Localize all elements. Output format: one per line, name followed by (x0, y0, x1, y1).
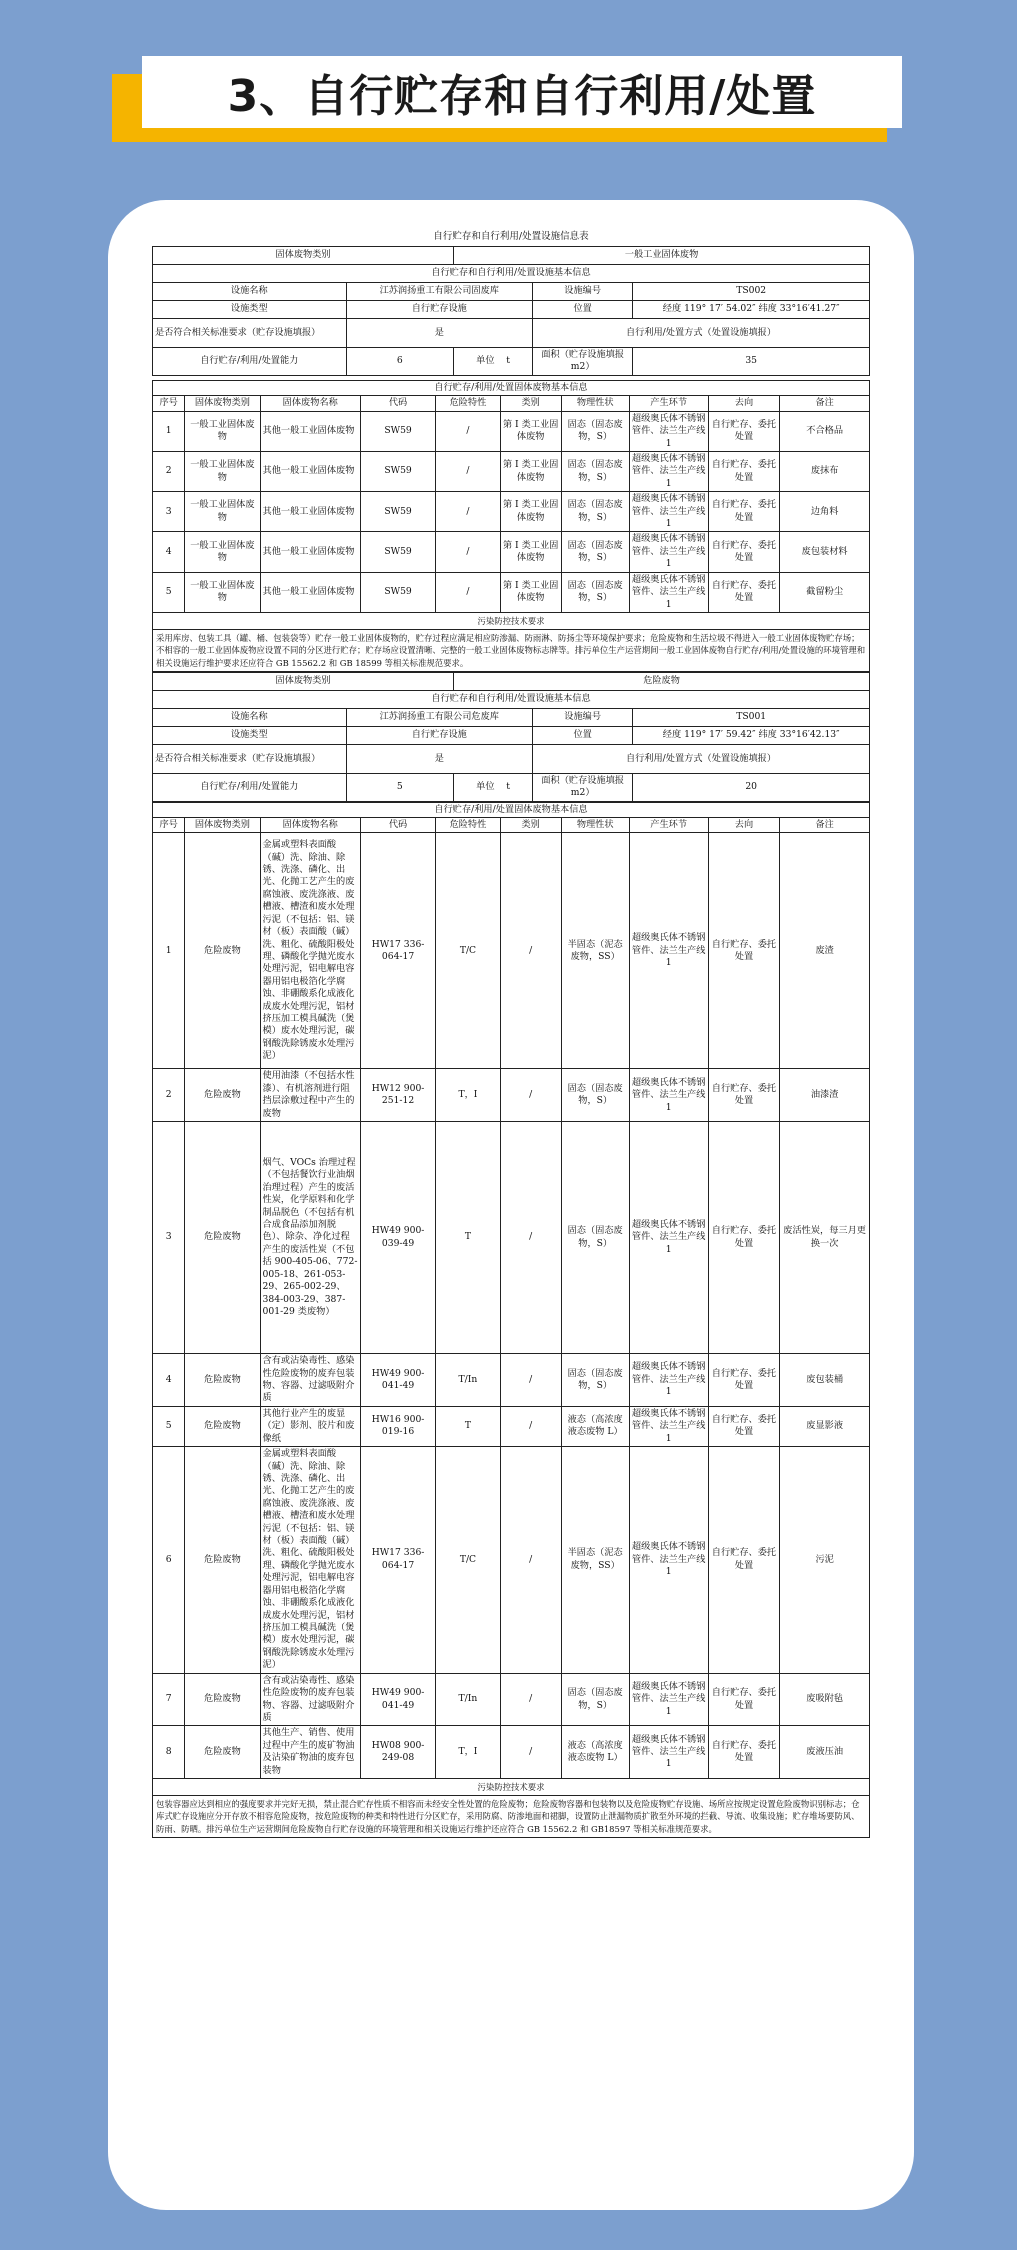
column-header: 去向 (708, 396, 780, 411)
section2-pollution-text: 包装容器应达到相应的强度要求并完好无损，禁止混合贮存性质不相容而未经安全性处置的危险废物；危险废物容器和包装物以及危险废物贮存设施、场所应按规定设置危险废物识别标志；仓库式贮存设施应分开存放不相容危险废物，按危险废物的种类和特性进行分区贮存，采用防腐、防渗地面和裙脚，设置防止泄漏物质扩散至外环境的拦截、导流、收集设施；贮存堆场要防风、防雨、防晒。排污单位生产运营期间危险废物自行贮存设施的环境管理和相关设施运行维护还应符合 GB 15562.2 和 GB18597 等相关标准规范要求。 (153, 1796, 870, 1838)
label-facility-basic: 自行贮存和自行利用/处置设施基本信息 (153, 265, 870, 283)
scanned-document (152, 228, 870, 1838)
table-cell: 废显影液 (780, 1406, 870, 1446)
table-cell: 第 I 类工业固体废物 (500, 492, 561, 532)
table-cell: T/C (436, 833, 501, 1069)
column-header: 产生环节 (629, 396, 708, 411)
table-cell: 固态（固态废物，S） (561, 451, 629, 491)
table-cell: 半固态（泥态废物，SS） (561, 833, 629, 1069)
table-cell: HW17 336-064-17 (360, 833, 435, 1069)
label-facility-type-2: 设施类型 (153, 726, 347, 744)
table-cell: 自行贮存、委托处置 (708, 451, 780, 491)
label-area: 面积（贮存设施填报m2） (532, 348, 632, 376)
table-cell: 含有或沾染毒性、感染性危险废物的废弃包装物、容器、过滤吸附介质 (260, 1673, 360, 1726)
table-cell: 第 I 类工业固体废物 (500, 572, 561, 612)
section2-location: 经度 119° 17′ 59.42″ 纬度 33°16′42.13″ (633, 726, 870, 744)
label-pollution-2: 污染防控技术要求 (153, 1779, 870, 1796)
table-cell: 超级奥氏体不锈钢管件、法兰生产线1 (629, 1406, 708, 1446)
column-header: 固体废物类别 (185, 818, 260, 833)
column-header: 类别 (500, 818, 561, 833)
table-cell: 危险废物 (185, 1726, 260, 1779)
table-row (153, 833, 870, 1069)
table-cell: 第 I 类工业固体废物 (500, 451, 561, 491)
section1-facility-table (152, 246, 870, 376)
label-location: 位置 (532, 301, 632, 319)
table-cell: 自行贮存、委托处置 (708, 572, 780, 612)
table-cell: 废渣 (780, 833, 870, 1069)
label-area-2: 面积（贮存设施填报m2） (532, 773, 632, 801)
section1-unit-cell (454, 348, 533, 376)
table-cell: / (500, 1354, 561, 1407)
label-waste-basic-2: 自行贮存/利用/处置固体废物基本信息 (153, 802, 870, 817)
table-row (153, 1354, 870, 1407)
table-cell: 第 I 类工业固体废物 (500, 411, 561, 451)
table-cell: 超级奥氏体不锈钢管件、法兰生产线1 (629, 1069, 708, 1122)
label-facility-name-2: 设施名称 (153, 708, 347, 726)
section1-facility-no: TS002 (633, 283, 870, 301)
table-cell: SW59 (360, 411, 435, 451)
table-cell: 烟气、VOCs 治理过程（不包括餐饮行业油烟治理过程）产生的废活性炭，化学原料和化学制品脱色（不包括有机合成食品添加剂脱色）、除杂、净化过程产生的废活性炭（不包括 900-405-06、772-005-18、261-053-29、265-002-29、384-003-29、387-001-29 类废物） (260, 1122, 360, 1354)
table-cell: HW16 900-019-16 (360, 1406, 435, 1446)
table-cell: 自行贮存、委托处置 (708, 833, 780, 1069)
table-cell: HW12 900-251-12 (360, 1069, 435, 1122)
table-cell: 超级奥氏体不锈钢管件、法兰生产线1 (629, 1673, 708, 1726)
column-header: 物理性状 (561, 818, 629, 833)
table-row (153, 572, 870, 612)
table-cell: 危险废物 (185, 833, 260, 1069)
label-waste-basic: 自行贮存/利用/处置固体废物基本信息 (153, 380, 870, 395)
table-cell: 含有或沾染毒性、感染性危险废物的废弃包装物、容器、过滤吸附介质 (260, 1354, 360, 1407)
table-row (153, 451, 870, 491)
label-pollution-1: 污染防控技术要求 (153, 613, 870, 630)
table-row (153, 532, 870, 572)
table-cell: / (500, 1122, 561, 1354)
label-facility-name: 设施名称 (153, 283, 347, 301)
document-card (108, 200, 914, 2210)
section2-capacity: 5 (346, 773, 454, 801)
table-cell: 固态（固态废物，S） (561, 572, 629, 612)
table-cell: 自行贮存、委托处置 (708, 1447, 780, 1674)
table-cell: 超级奥氏体不锈钢管件、法兰生产线1 (629, 572, 708, 612)
table-cell: / (500, 833, 561, 1069)
table-cell: 废吸附毡 (780, 1673, 870, 1726)
table-cell: 固态（固态废物，S） (561, 1122, 629, 1354)
table-row (153, 1122, 870, 1354)
table-cell: 其他一般工业固体废物 (260, 411, 360, 451)
table-cell: 超级奥氏体不锈钢管件、法兰生产线1 (629, 1122, 708, 1354)
table-cell: 5 (153, 572, 185, 612)
section2-facility-table (152, 672, 870, 802)
table-cell: 截留粉尘 (780, 572, 870, 612)
table-cell: 危险废物 (185, 1069, 260, 1122)
table-cell: 其他一般工业固体废物 (260, 492, 360, 532)
label-disposal-method-2: 自行利用/处置方式（处置设施填报） (532, 744, 869, 773)
table-cell: HW49 900-041-49 (360, 1673, 435, 1726)
label-unit: 单位 (476, 355, 495, 367)
table-cell: 边角料 (780, 492, 870, 532)
section1-location: 经度 119° 17′ 54.02″ 纬度 33°16′41.27″ (633, 301, 870, 319)
table-cell: 自行贮存、委托处置 (708, 1354, 780, 1407)
column-header: 序号 (153, 818, 185, 833)
table-cell: 3 (153, 492, 185, 532)
label-unit-2: 单位 (476, 780, 495, 792)
column-header: 固体废物名称 (260, 818, 360, 833)
column-header: 类别 (500, 396, 561, 411)
section1-facility-type: 自行贮存设施 (346, 301, 532, 319)
label-waste-category: 固体废物类别 (153, 247, 454, 265)
page-title: 3、自行贮存和自行利用/处置 (142, 56, 902, 128)
table-cell: 超级奥氏体不锈钢管件、法兰生产线1 (629, 532, 708, 572)
column-header: 备注 (780, 396, 870, 411)
table-cell: 一般工业固体废物 (185, 532, 260, 572)
section1-facility-name: 江苏润扬重工有限公司固废库 (346, 283, 532, 301)
table-row (153, 411, 870, 451)
table-cell: 废包装材料 (780, 532, 870, 572)
table-cell: 不合格品 (780, 411, 870, 451)
column-header: 代码 (360, 818, 435, 833)
table-cell: / (436, 492, 501, 532)
table-cell: T，I (436, 1726, 501, 1779)
table-cell: 危险废物 (185, 1447, 260, 1674)
section2-area: 20 (633, 773, 870, 801)
table-cell: 一般工业固体废物 (185, 492, 260, 532)
column-header: 固体废物名称 (260, 396, 360, 411)
table-cell: 油漆渣 (780, 1069, 870, 1122)
table-cell: 使用油漆（不包括水性漆）、有机溶剂进行阻挡层涂敷过程中产生的废物 (260, 1069, 360, 1122)
table-cell: HW17 336-064-17 (360, 1447, 435, 1674)
table-cell: T (436, 1406, 501, 1446)
table-cell: 自行贮存、委托处置 (708, 1726, 780, 1779)
table-row (153, 1447, 870, 1674)
table-cell: 超级奥氏体不锈钢管件、法兰生产线1 (629, 1354, 708, 1407)
table-cell: SW59 (360, 572, 435, 612)
table-cell: / (436, 411, 501, 451)
table-cell: 2 (153, 1069, 185, 1122)
table-cell: 自行贮存、委托处置 (708, 492, 780, 532)
table-cell: T/In (436, 1673, 501, 1726)
table-cell: / (436, 572, 501, 612)
table-cell: 5 (153, 1406, 185, 1446)
table-cell: 自行贮存、委托处置 (708, 1406, 780, 1446)
table-cell: 1 (153, 411, 185, 451)
table-cell: 其他一般工业固体废物 (260, 532, 360, 572)
table-cell: 其他一般工业固体废物 (260, 572, 360, 612)
table-cell: 液态（高浓度液态废物 L） (561, 1406, 629, 1446)
table-cell: 固态（固态废物，S） (561, 1673, 629, 1726)
table-cell: 危险废物 (185, 1354, 260, 1407)
table-cell: 自行贮存、委托处置 (708, 1122, 780, 1354)
section2-waste-table (152, 802, 870, 1838)
section2-category: 危险废物 (454, 672, 870, 690)
table-cell: / (500, 1447, 561, 1674)
label-waste-category-2: 固体废物类别 (153, 672, 454, 690)
table-cell: 液态（高浓度液态废物 L） (561, 1726, 629, 1779)
column-header: 固体废物类别 (185, 396, 260, 411)
table-cell: 其他一般工业固体废物 (260, 451, 360, 491)
table-cell: 一般工业固体废物 (185, 572, 260, 612)
table-cell: 超级奥氏体不锈钢管件、法兰生产线1 (629, 492, 708, 532)
table-cell: 半固态（泥态废物，SS） (561, 1447, 629, 1674)
table-cell: 4 (153, 1354, 185, 1407)
label-standard-question: 是否符合相关标准要求（贮存设施填报） (153, 319, 347, 348)
label-facility-no: 设施编号 (532, 283, 632, 301)
table-cell: / (500, 1673, 561, 1726)
table-row (153, 492, 870, 532)
table-cell: 废液压油 (780, 1726, 870, 1779)
table-row (153, 1406, 870, 1446)
column-header: 危险特性 (436, 396, 501, 411)
table-cell: HW49 900-041-49 (360, 1354, 435, 1407)
table-cell: T，I (436, 1069, 501, 1122)
table-cell: 超级奥氏体不锈钢管件、法兰生产线1 (629, 451, 708, 491)
table-cell: 固态（固态废物，S） (561, 1354, 629, 1407)
table-cell: SW59 (360, 492, 435, 532)
table-cell: 废抹布 (780, 451, 870, 491)
table-cell: 自行贮存、委托处置 (708, 1673, 780, 1726)
table-cell: 固态（固态废物，S） (561, 492, 629, 532)
section2-facility-name: 江苏润扬重工有限公司危废库 (346, 708, 532, 726)
table-cell: 超级奥氏体不锈钢管件、法兰生产线1 (629, 1447, 708, 1674)
table-cell: / (436, 451, 501, 491)
table-cell: 4 (153, 532, 185, 572)
table-cell: 1 (153, 833, 185, 1069)
table-cell: 其他行业产生的废显（定）影剂、胶片和废像纸 (260, 1406, 360, 1446)
table-cell: / (500, 1726, 561, 1779)
section2-facility-no: TS001 (633, 708, 870, 726)
table-cell: 超级奥氏体不锈钢管件、法兰生产线1 (629, 411, 708, 451)
table-cell: 2 (153, 451, 185, 491)
column-header: 危险特性 (436, 818, 501, 833)
table-cell: / (436, 532, 501, 572)
table-cell: SW59 (360, 451, 435, 491)
table-cell: 危险废物 (185, 1122, 260, 1354)
label-facility-type: 设施类型 (153, 301, 347, 319)
table-cell: 危险废物 (185, 1406, 260, 1446)
table-cell: 7 (153, 1673, 185, 1726)
table-cell: 自行贮存、委托处置 (708, 1069, 780, 1122)
table-cell: 第 I 类工业固体废物 (500, 532, 561, 572)
label-disposal-method: 自行利用/处置方式（处置设施填报） (532, 319, 869, 348)
table-cell: 超级奥氏体不锈钢管件、法兰生产线1 (629, 1726, 708, 1779)
table-cell: SW59 (360, 532, 435, 572)
column-header: 物理性状 (561, 396, 629, 411)
table-cell: 一般工业固体废物 (185, 411, 260, 451)
table-cell: 3 (153, 1122, 185, 1354)
section2-unit-cell (454, 773, 533, 801)
table-cell: T/C (436, 1447, 501, 1674)
table-cell: 6 (153, 1447, 185, 1674)
section1-unit: t (506, 355, 510, 367)
section2-facility-type: 自行贮存设施 (346, 726, 532, 744)
table-cell: 一般工业固体废物 (185, 451, 260, 491)
section1-category: 一般工业固体废物 (454, 247, 870, 265)
section2-unit: t (506, 780, 510, 792)
table-row (153, 1726, 870, 1779)
table-cell: 废包装桶 (780, 1354, 870, 1407)
table-cell: 固态（固态废物，S） (561, 1069, 629, 1122)
section2-meets-standard: 是 (346, 744, 532, 773)
table-cell: 废活性炭，每三月更换一次 (780, 1122, 870, 1354)
table-cell: 金属或塑料表面酸（碱）洗、除油、除锈、洗涤、磷化、出光、化抛工艺产生的废腐蚀液、废洗涤液、废槽液、槽渣和废水处理污泥（不包括：铝、镁材（板）表面酸（碱）洗、粗化、硫酸阳极处理、磷酸化学抛光废水处理污泥，铝电解电容器用铝电极箔化学腐蚀、非硼酸系化成液化成废水处理污泥，铝材挤压加工模具碱洗（煲模）废水处理污泥，碳钢酸洗除锈废水处理污泥） (260, 833, 360, 1069)
column-header: 备注 (780, 818, 870, 833)
table-cell: 固态（固态废物，S） (561, 411, 629, 451)
table-cell: T/In (436, 1354, 501, 1407)
table-cell: 自行贮存、委托处置 (708, 411, 780, 451)
section1-waste-table (152, 380, 870, 672)
table-cell: / (500, 1406, 561, 1446)
table-cell: 污泥 (780, 1447, 870, 1674)
table-cell: HW08 900-249-08 (360, 1726, 435, 1779)
table-cell: 8 (153, 1726, 185, 1779)
table-row (153, 1673, 870, 1726)
table-cell: 危险废物 (185, 1673, 260, 1726)
table-row (153, 1069, 870, 1122)
table-cell: T (436, 1122, 501, 1354)
table-cell: 自行贮存、委托处置 (708, 532, 780, 572)
section1-capacity: 6 (346, 348, 454, 376)
heading-banner (112, 56, 902, 142)
label-capacity-2: 自行贮存/利用/处置能力 (153, 773, 347, 801)
table-cell: / (500, 1069, 561, 1122)
table-cell: HW49 900-039-49 (360, 1122, 435, 1354)
document-title: 自行贮存和自行利用/处置设施信息表 (433, 231, 589, 242)
label-facility-no-2: 设施编号 (532, 708, 632, 726)
section1-area: 35 (633, 348, 870, 376)
section1-meets-standard: 是 (346, 319, 532, 348)
table-cell: 超级奥氏体不锈钢管件、法兰生产线1 (629, 833, 708, 1069)
section1-pollution-text: 采用库房、包装工具（罐、桶、包装袋等）贮存一般工业固体废物的，贮存过程应满足相应防渗漏、防雨淋、防扬尘等环境保护要求；危险废物和生活垃圾不得进入一般工业固体废物贮存场；不相容的一般工业固体废物应设置不同的分区进行贮存；贮存场应设置清晰、完整的一般工业固体废物标志牌等。排污单位生产运营期间一般工业固体废物自行贮存/利用/处置设施的环境管理和相关设施运行维护要求还应符合 GB 15562.2 和 GB 18599 等相关标准规范要求。 (153, 630, 870, 672)
label-location-2: 位置 (532, 726, 632, 744)
column-header: 产生环节 (629, 818, 708, 833)
column-header: 去向 (708, 818, 780, 833)
label-capacity: 自行贮存/利用/处置能力 (153, 348, 347, 376)
column-header: 序号 (153, 396, 185, 411)
label-standard-question-2: 是否符合相关标准要求（贮存设施填报） (153, 744, 347, 773)
table-cell: 固态（固态废物，S） (561, 532, 629, 572)
column-header: 代码 (360, 396, 435, 411)
table-cell: 其他生产、销售、使用过程中产生的废矿物油及沾染矿物油的废弃包装物 (260, 1726, 360, 1779)
table-cell: 金属或塑料表面酸（碱）洗、除油、除锈、洗涤、磷化、出光、化抛工艺产生的废腐蚀液、废洗涤液、废槽液、槽渣和废水处理污泥（不包括：铝、镁材（板）表面酸（碱）洗、粗化、硫酸阳极处理、磷酸化学抛光废水处理污泥，铝电解电容器用铝电极箔化学腐蚀、非硼酸系化成液化成废水处理污泥，铝材挤压加工模具碱洗（煲模）废水处理污泥，碳钢酸洗除锈废水处理污泥） (260, 1447, 360, 1674)
label-facility-basic-2: 自行贮存和自行利用/处置设施基本信息 (153, 690, 870, 708)
